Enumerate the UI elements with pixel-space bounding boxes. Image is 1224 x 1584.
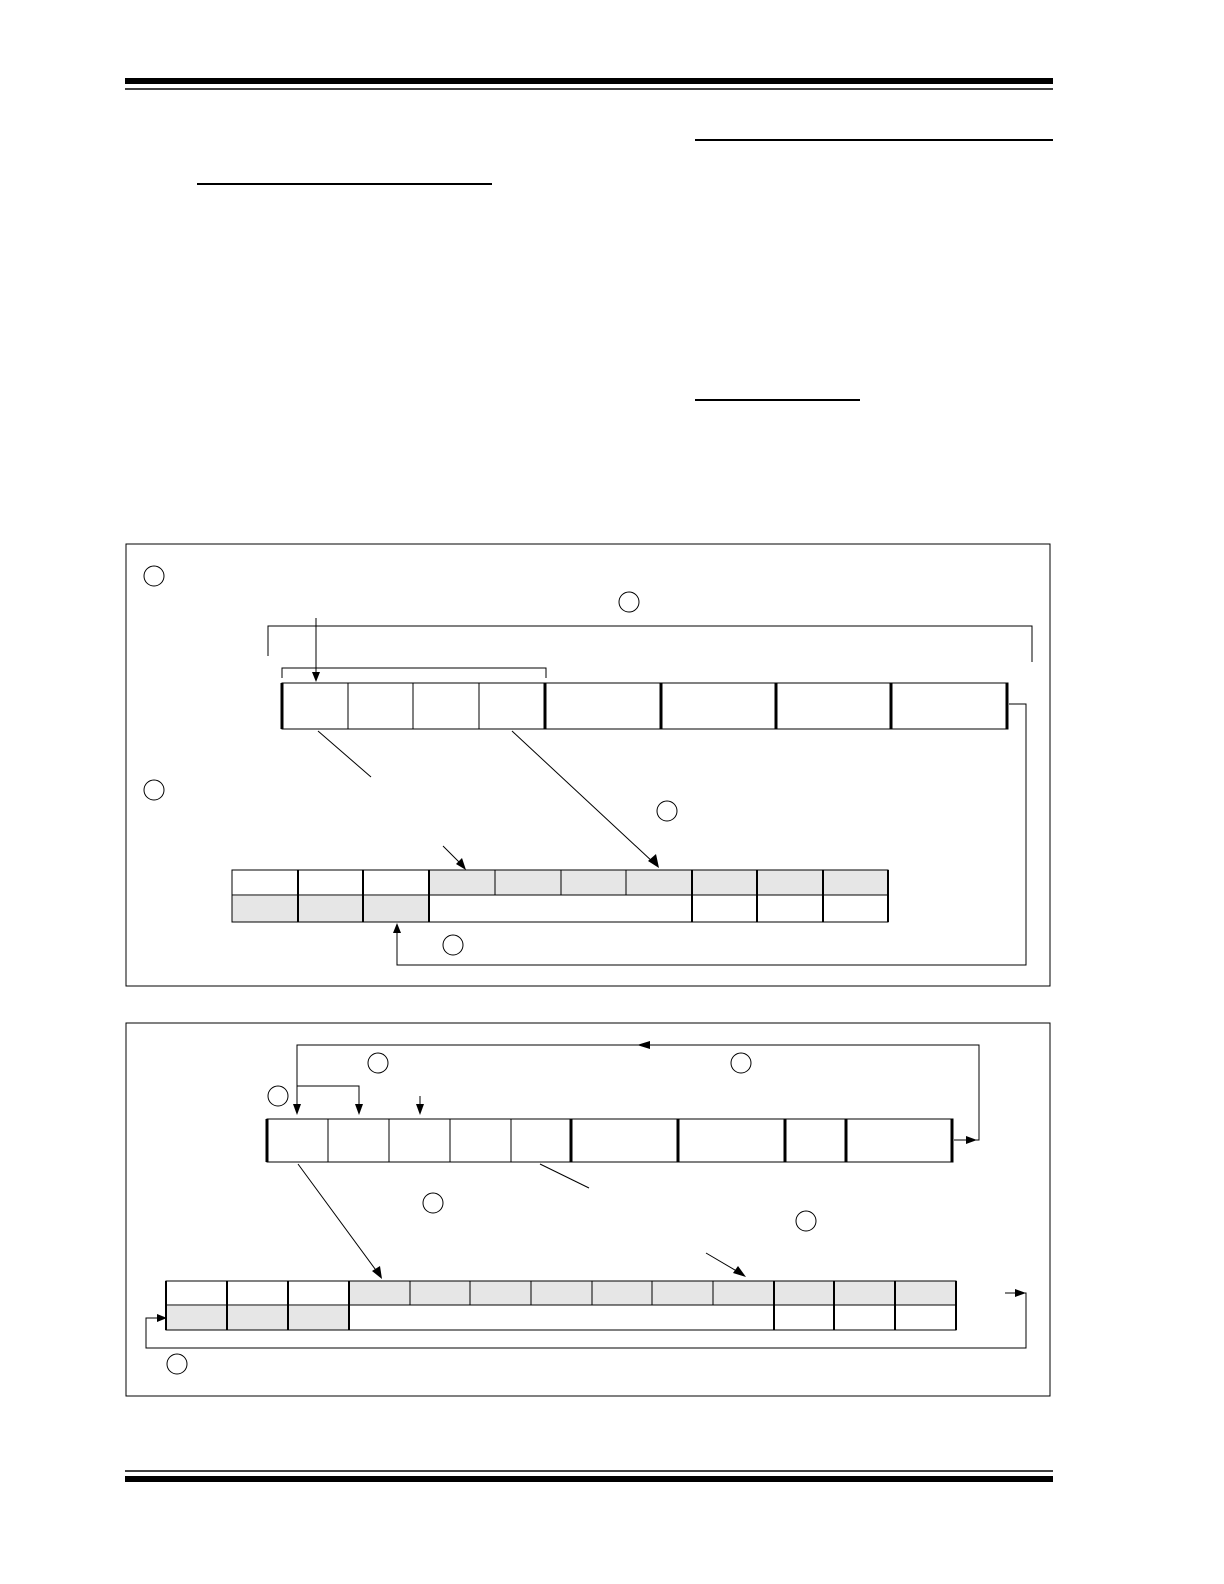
figure-bottom-top-loop-left-arrowhead <box>637 1041 650 1049</box>
header-rule <box>125 78 1053 89</box>
figure-bottom-connector-diagonal-arrowhead <box>372 1266 382 1279</box>
figure-top <box>126 544 1050 986</box>
figure-bottom-branch-arrowhead <box>355 1104 363 1115</box>
footer-rule <box>125 1471 1053 1482</box>
figure-top-step-marker-5 <box>443 935 463 955</box>
figure-bottom-lower-loop-right-arrowhead <box>1015 1289 1026 1297</box>
figure-bottom-short-arrow-head <box>733 1266 746 1277</box>
figure-top-connector-left <box>318 731 371 777</box>
figure-bottom-frame <box>126 1023 1050 1396</box>
figure-top-step-marker-1 <box>144 566 164 586</box>
figure-bottom-top-loop <box>297 1045 979 1140</box>
figure-bottom-connector-diagonal <box>298 1164 378 1273</box>
figure-bottom-step-marker-3 <box>268 1086 288 1106</box>
figure-bottom <box>126 1023 1050 1396</box>
figure-bottom-step-marker-1 <box>368 1053 388 1073</box>
figure-top-step-marker-3 <box>144 780 164 800</box>
figure-top-connector-diagonal <box>512 731 654 863</box>
figure-top-feedback-loop <box>397 704 1026 965</box>
figure-bottom-short-arrow <box>706 1253 740 1273</box>
figure-bottom-top-loop-down-arrowhead <box>293 1104 301 1115</box>
figure-top-upper-register <box>282 683 1008 729</box>
figure-bottom-step-marker-6 <box>167 1354 187 1374</box>
figure-bottom-step-marker-4 <box>423 1193 443 1213</box>
figure-top-connector-diagonal-arrowhead <box>648 854 659 868</box>
figure-top-lower-table <box>232 870 888 922</box>
figure-top-pointer-arrowhead <box>312 672 320 682</box>
figure-bottom-connector-right <box>540 1164 589 1188</box>
figure-bottom-top-loop-right-arrowhead <box>966 1136 977 1144</box>
figure-top-step-marker-2 <box>619 592 639 612</box>
figure-bottom-step-marker-2 <box>731 1053 751 1073</box>
figure-bottom-upper-register <box>267 1119 953 1162</box>
figure-bottom-step-marker-5 <box>796 1211 816 1231</box>
figure-top-feedback-arrowhead <box>393 923 401 933</box>
figure-top-inner-bracket <box>282 668 546 678</box>
figure-bottom-branch-arrow <box>297 1086 359 1106</box>
figure-top-outer-bracket <box>268 626 1032 662</box>
figure-top-step-marker-4 <box>657 801 677 821</box>
figure-bottom-pointer-arrowhead <box>416 1104 424 1115</box>
figure-bottom-lower-table <box>166 1281 956 1330</box>
